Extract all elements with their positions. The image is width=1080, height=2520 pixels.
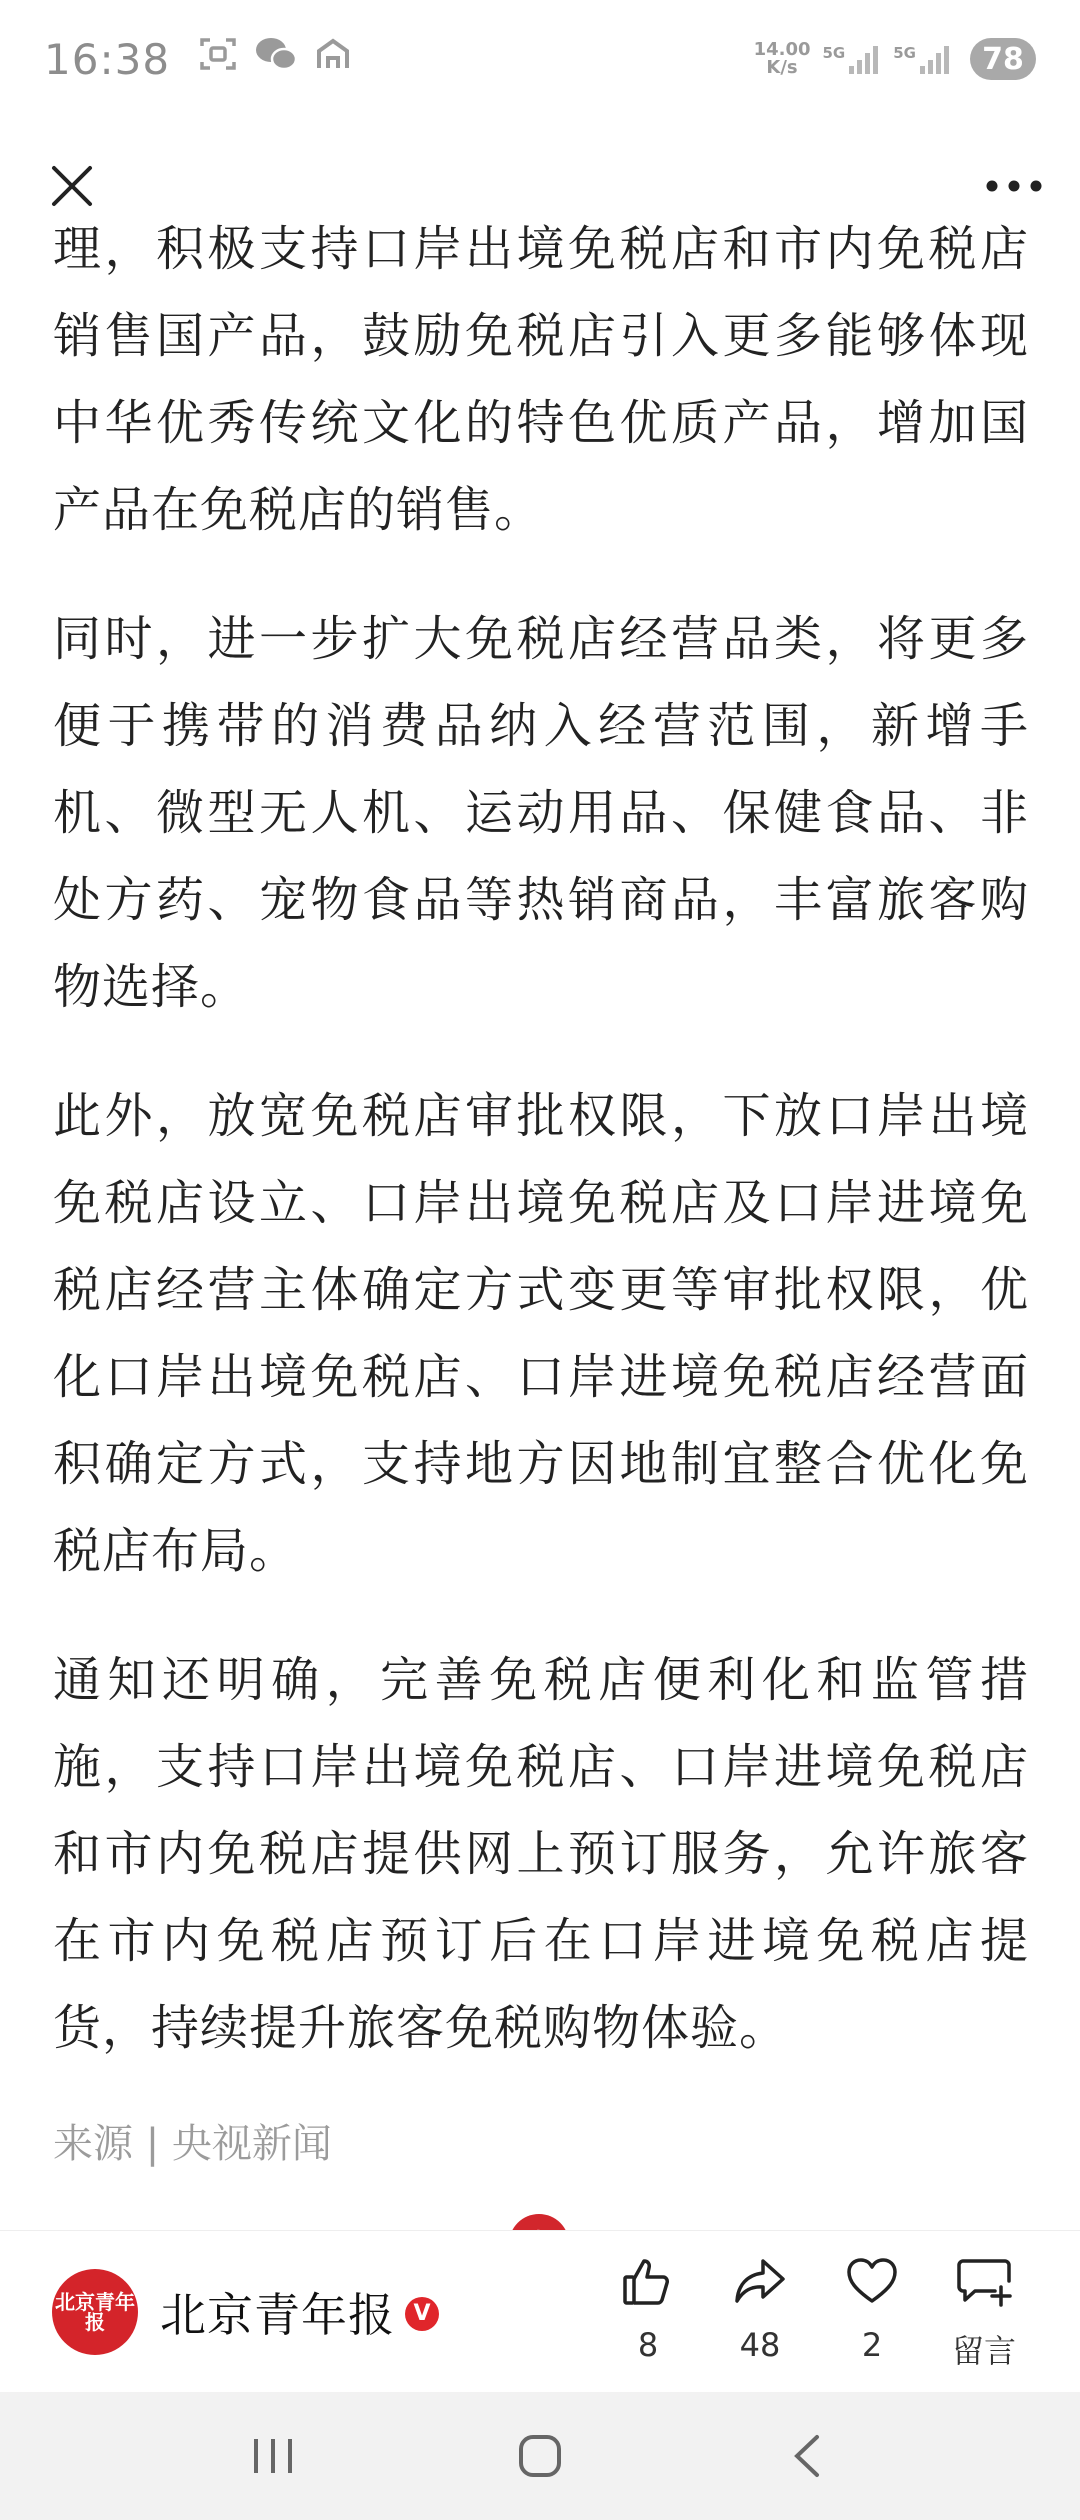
back-icon — [787, 2433, 827, 2479]
verified-badge: V — [405, 2297, 439, 2331]
paragraph: 此外，放宽免税店审批权限，下放口岸出境免税店设立、口岸出境免税店及口岸进境免税店经营主体确定方式变更等审批权限，优化口岸出境免税店、口岸进境免税店经营面积确定方式，支持地方因地制宜整合优化免税店布局。 — [53, 1088, 1029, 1579]
comment-label: 留言 — [951, 2331, 1016, 2370]
article-content — [53, 206, 1029, 2174]
thumbs-up-icon — [618, 2252, 678, 2312]
battery-indicator: 78 — [970, 38, 1036, 80]
article-body[interactable] — [0, 221, 1080, 2230]
bottom-action-bar — [0, 2230, 1080, 2392]
favorite-button[interactable] — [816, 2252, 928, 2364]
status-time: 16:38 — [44, 34, 171, 84]
system-nav-bar — [0, 2392, 1080, 2520]
share-button[interactable] — [704, 2252, 816, 2364]
paragraph: 理，积极支持口岸出境免税店和市内免税店销售国产品，鼓励免税店引入更多能够体现中华优秀传统文化的特色优质产品，增加国产品在免税店的销售。 — [53, 221, 1029, 538]
signal-1-label: 5G — [822, 44, 846, 62]
net-speed-value: 14.00 — [753, 39, 811, 60]
signal-1 — [823, 42, 882, 76]
home-signal-icon — [314, 34, 352, 84]
net-speed — [754, 41, 811, 77]
paragraph: 同时，进一步扩大免税店经营品类，将更多便于携带的消费品纳入经营范围，新增手机、微型无人机、运动用品、保健食品、非处方药、宠物食品等热销商品，丰富旅客购物选择。 — [53, 611, 1029, 1015]
signal-bars-icon — [918, 42, 952, 76]
status-bar — [0, 0, 1080, 118]
signal-bars-icon — [847, 42, 881, 76]
heart-icon — [842, 2252, 902, 2312]
like-button[interactable] — [592, 2252, 704, 2364]
screenshot-icon — [198, 34, 238, 84]
favorite-count: 2 — [861, 2325, 883, 2364]
recent-apps-icon — [250, 2435, 296, 2477]
notification-icons — [198, 34, 352, 84]
home-icon — [517, 2433, 563, 2479]
article-actions — [592, 2252, 1040, 2372]
publisher-name[interactable]: 北京青年报 — [160, 2287, 395, 2342]
back-button[interactable] — [762, 2411, 852, 2501]
publisher-avatar[interactable]: 北京青年报 — [52, 2269, 138, 2355]
article-source: 来源 | 央视新闻 — [53, 2121, 332, 2167]
signal-2-label: 5G — [893, 44, 916, 62]
comment-add-icon — [954, 2252, 1014, 2312]
signal-2 — [893, 42, 952, 76]
close-icon — [48, 162, 96, 210]
comment-button[interactable] — [928, 2252, 1040, 2372]
paragraph: 通知还明确，完善免税店便利化和监管措施，支持口岸出境免税店、口岸进境免税店和市内免税店提供网上预订服务，允许旅客在市内免税店预订后在口岸进境免税店提货，持续提升旅客免税购物体验。 — [53, 1652, 1029, 2056]
share-count: 48 — [739, 2325, 781, 2364]
status-right — [754, 38, 1036, 80]
like-count: 8 — [637, 2325, 659, 2364]
wechat-icon — [254, 34, 298, 84]
publisher-info[interactable] — [52, 2269, 439, 2355]
more-icon — [984, 178, 1044, 194]
recent-apps-button[interactable] — [228, 2411, 318, 2501]
home-button[interactable] — [495, 2411, 585, 2501]
net-speed-unit: K/s — [766, 57, 798, 78]
share-icon — [730, 2252, 790, 2312]
